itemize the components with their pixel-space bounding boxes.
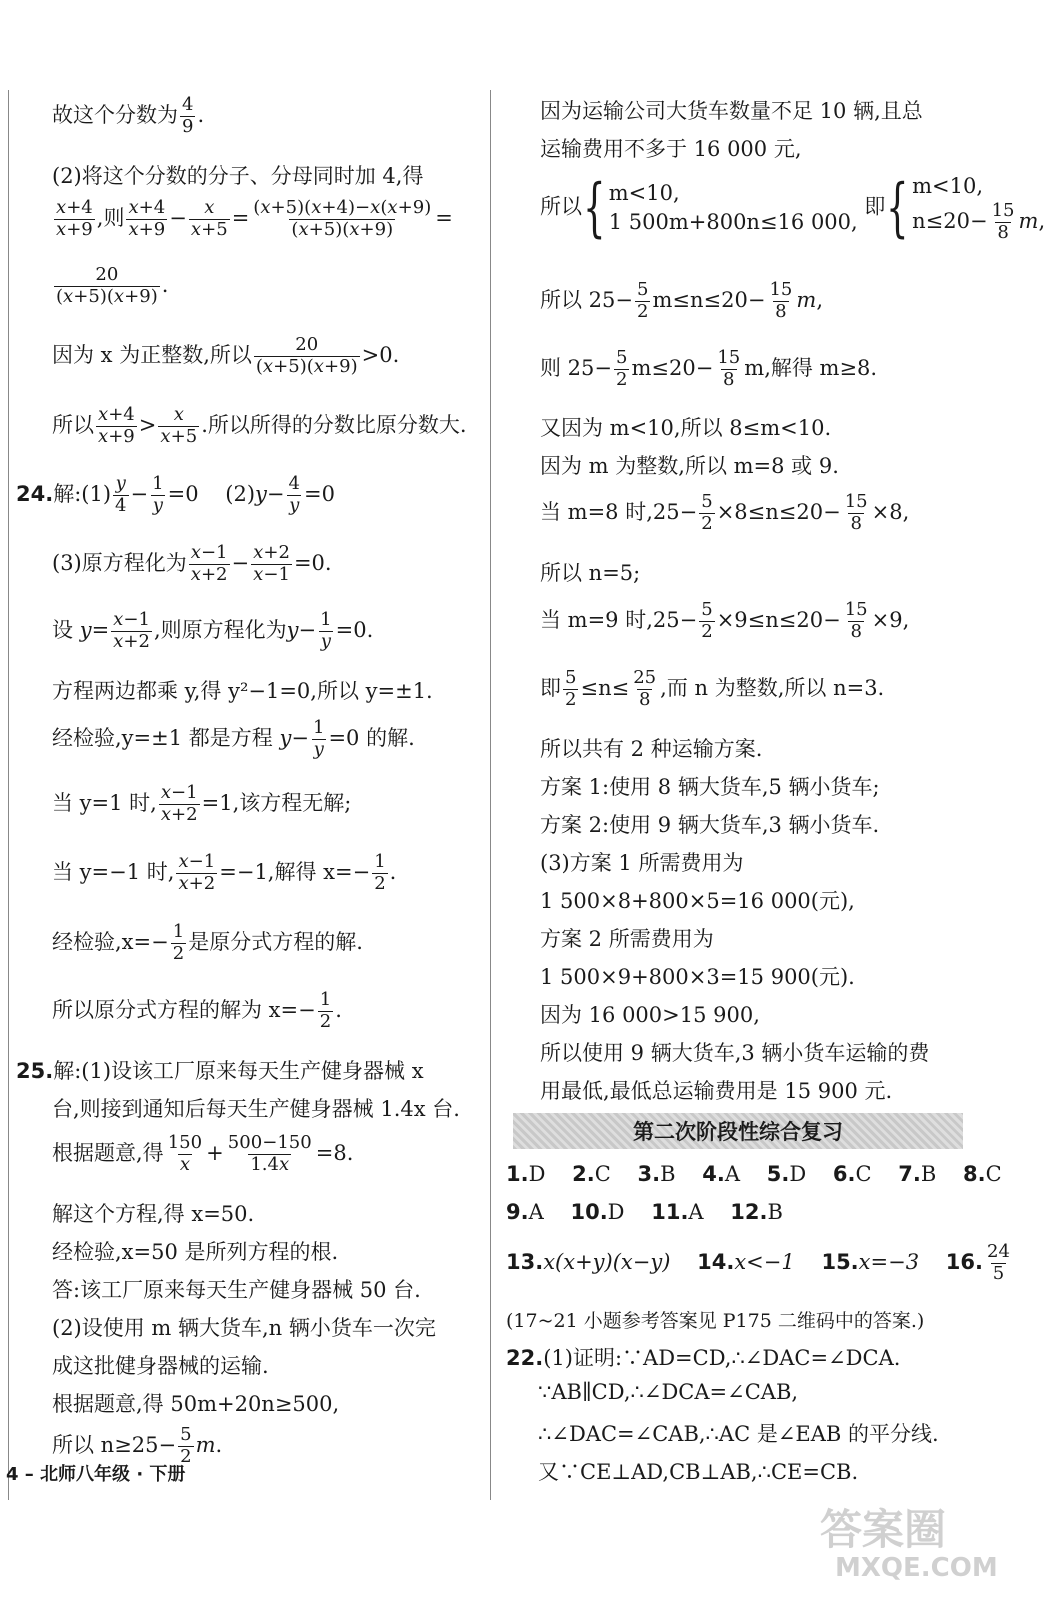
text-line: 台,则接到通知后每天生产健身器械 1.4x 台. (52, 1097, 460, 1121)
text-line: 又∵CE⊥AD,CB⊥AB,∴CE=CB. (538, 1460, 859, 1484)
watermark-url: MXQE.COM (835, 1553, 998, 1583)
text-line: 因为 16 000>15 900, (540, 1003, 760, 1027)
text-line: 设 y= $\frac{x-1}{x+2}$ ,则原方程化为y− $\frac{1}{y}$ =0. (52, 609, 374, 652)
text-line: 1 500×9+800×3=15 900(元). (540, 965, 855, 989)
text-line: 成这批健身器械的运输. (52, 1354, 269, 1378)
text-line: 解这个方程,得 x=50. (52, 1202, 255, 1226)
text-line: 根据题意,得 $\frac{150}{x}$ + $\frac{500-150}{1.4x}$ =8. (52, 1132, 354, 1175)
text-line: 所以原分式方程的解为 x=− $\frac{1}{2}$ . (52, 989, 342, 1032)
text-line: (2)设使用 m 辆大货车,n 辆小货车一次完 (52, 1316, 436, 1340)
text-line: ∴∠DAC=∠CAB,∴AC 是∠EAB 的平分线. (538, 1422, 939, 1446)
qr-note: (17~21 小题参考答案见 P175 二维码中的答案.) (506, 1310, 925, 1332)
text-line: (3)方案 1 所需费用为 (540, 851, 744, 875)
text-line: 所以 n=5; (540, 561, 641, 585)
choice-answers-row-2: 9.A 10.D 11.A 12.B (506, 1200, 783, 1224)
page-footer: 4 – 北师八年级 · 下册 (6, 1464, 186, 1485)
text-line: (3)原方程化为 $\frac{x-1}{x+2}$ − $\frac{x+2}{x-1}$ =0. (52, 542, 332, 585)
column-divider (8, 90, 9, 1500)
text-line: 故这个分数为 $\frac{4}{9}$ . (52, 94, 205, 137)
text-line: 方案 1:使用 8 辆大货车,5 辆小货车; (540, 775, 880, 799)
equation-line: $\frac{x+4}{x+9}$ ,则 $\frac{x+4}{x+9}$ − $\frac{x}{x+5}$ = $\frac{(x+5)(x+4)-x(x+9)}{(x+5)(x+9)}$ = (56, 197, 453, 240)
text-line: 所以 $\frac{x+4}{x+9}$ > $\frac{x}{x+5}$ .所以所得的分数比原分数大. (52, 404, 467, 447)
question-25: 25.解:(1)设该工厂原来每天生产健身器械 x (16, 1059, 424, 1083)
watermark-logo: 答案圈 (820, 1505, 947, 1554)
section-banner (513, 1113, 963, 1149)
text-line: 答:该工厂原来每天生产健身器械 50 台. (52, 1278, 421, 1302)
text-line: 又因为 m<10,所以 8≤m<10. (540, 416, 832, 440)
text-line: ∵AB∥CD,∴∠DCA=∠CAB, (538, 1380, 799, 1404)
equation-system: 所以{ m<10, 1 500m+800n≤16 000, 即{ m<10, n≤20− $\frac{15}{8}$ m, (540, 170, 1045, 245)
text-line: 用最低,最低总运输费用是 15 900 元. (540, 1079, 893, 1103)
text-line: 运输费用不多于 16 000 元, (540, 137, 802, 161)
text-line: 当 y=1 时, $\frac{x-1}{x+2}$ =1,该方程无解; (52, 782, 352, 825)
text-line: 方案 2 所需费用为 (540, 927, 714, 951)
equation-line: $\frac{20}{(x+5)(x+9)}$ . (56, 264, 169, 307)
text-line: 当 m=9 时,25− $\frac{5}{2}$ ×9≤n≤20− $\frac{15}{8}$ ×9, (540, 599, 910, 642)
text-line: 则 25− $\frac{5}{2}$ m≤20− $\frac{15}{8}$ m,解得 m≥8. (540, 347, 878, 390)
text-line: 即 $\frac{5}{2}$ ≤n≤ $\frac{25}{8}$ ,而 n 为整数,所以 n=3. (540, 667, 885, 710)
text-line: 方案 2:使用 9 辆大货车,3 辆小货车. (540, 813, 880, 837)
question-22: 22.(1)证明:∵AD=CD,∴∠DAC=∠DCA. (506, 1346, 901, 1370)
text-line: 方程两边都乘 y,得 y²−1=0,所以 y=±1. (52, 679, 433, 703)
text-line: 当 y=−1 时, $\frac{x-1}{x+2}$ =−1,解得 x=− $\frac{1}{2}$ . (52, 851, 397, 894)
text-line: 所以使用 9 辆大货车,3 辆小货车运输的费 (540, 1041, 930, 1065)
text-line: 因为 x 为正整数,所以 $\frac{20}{(x+5)(x+9)}$ >0. (52, 334, 400, 377)
section-title: 第二次阶段性综合复习 (633, 1120, 843, 1144)
text-line: 1 500×8+800×5=16 000(元), (540, 889, 855, 913)
question-24: 24.解:(1) $\frac{y}{4}$ − $\frac{1}{y}$ =0 (2)y− $\frac{4}{y}$ =0 (16, 473, 335, 516)
column-divider (490, 90, 491, 1500)
text-line: 所以 25− $\frac{5}{2}$ m≤n≤20− $\frac{15}{8}$ m, (540, 279, 824, 322)
text-line: 经检验,x=− $\frac{1}{2}$ 是原分式方程的解. (52, 921, 363, 964)
text-line: 经检验,y=±1 都是方程 y− $\frac{1}{y}$ =0 的解. (52, 717, 415, 760)
text-line: (2)将这个分数的分子、分母同时加 4,得 (52, 164, 424, 188)
text-line: 当 m=8 时,25− $\frac{5}{2}$ ×8≤n≤20− $\frac{15}{8}$ ×8, (540, 491, 910, 534)
text-line: 因为运输公司大货车数量不足 10 辆,且总 (540, 99, 923, 123)
text-line: 所以 n≥25− $\frac{5}{2}$ m. (52, 1424, 223, 1467)
text-line: 因为 m 为整数,所以 m=8 或 9. (540, 454, 839, 478)
text-line: 所以共有 2 种运输方案. (540, 737, 763, 761)
choice-answers-row-1: 1.D 2.C 3.B 4.A 5.D 6.C 7.B 8.C (506, 1162, 1002, 1186)
text-line: 根据题意,得 50m+20n≥500, (52, 1392, 340, 1416)
text-line: 经检验,x=50 是所列方程的根. (52, 1240, 339, 1264)
fill-answers-row: 13.x(x+y)(x−y) 14.x<−1 15.x=−3 16. $\frac{24}{5}$ (506, 1241, 1010, 1284)
